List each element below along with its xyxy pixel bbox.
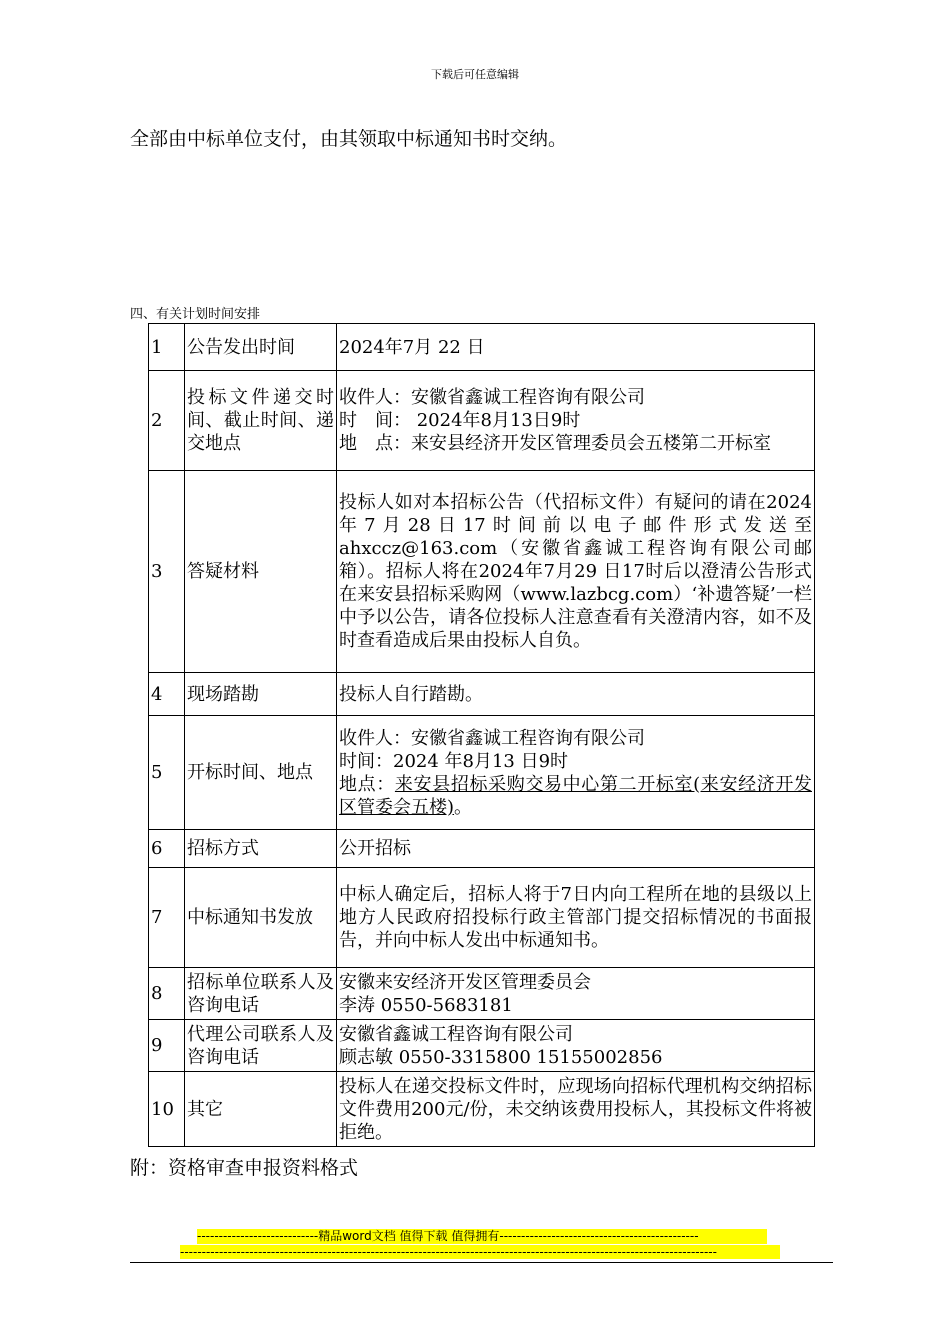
row-item: 投标文件递交时间、截止时间、递交地点 (185, 371, 337, 471)
row-item: 答疑材料 (185, 471, 337, 673)
row-item: 现场踏勘 (185, 673, 337, 716)
content-line: 公开招标 (339, 838, 411, 859)
row-item: 公告发出时间 (185, 324, 337, 371)
row-content (337, 716, 815, 830)
row-number: 10 (149, 1072, 185, 1147)
row-number: 3 (149, 471, 185, 673)
content-line: 地 点：来安县经济开发区管理委员会五楼第二开标室 (339, 433, 771, 454)
intro-paragraph: 全部由中标单位支付，由其领取中标通知书时交纳。 (130, 128, 568, 150)
content-line: 收件人：安徽省鑫诚工程咨询有限公司 (339, 387, 645, 408)
row-item: 招标单位联系人及咨询电话 (185, 968, 337, 1020)
footer-banner: ----------------------------精品word文档 值得下载 值得拥有---------------------------------------------- (197, 1229, 767, 1244)
table-row (149, 968, 815, 1020)
row-content (337, 830, 815, 868)
place-label: 地点： (339, 773, 395, 795)
row-item: 招标方式 (185, 830, 337, 868)
table-row (149, 830, 815, 868)
section-title: 四、有关计划时间安排 (130, 307, 261, 322)
row-item: 开标时间、地点 (185, 716, 337, 830)
row-content (337, 673, 815, 716)
row-number: 8 (149, 968, 185, 1020)
row-content (337, 968, 815, 1020)
content-line: 投标人如对本招标公告（代招标文件）有疑问的请在2024年7月28日17时间前以电子邮件形式发送至ahxccz@163.com（安徽省鑫诚工程咨询有限公司邮箱）。招标人将在2024年7月29 日17时后以澄清公告形式在来安县招标采购网（www.lazbcg.com）‘补遗答疑’一栏中予以公告，请各位投标人注意查看有关澄清内容，如不及时查看造成后果由投标人自负。 (339, 492, 812, 651)
table-row (149, 1020, 815, 1072)
row-content (337, 1072, 815, 1147)
table-row (149, 371, 815, 471)
row-content (337, 471, 815, 673)
table-row (149, 716, 815, 830)
table-row (149, 673, 815, 716)
content-line: 安徽省鑫诚工程咨询有限公司 (339, 1023, 573, 1045)
table-row (149, 868, 815, 968)
row-item: 代理公司联系人及咨询电话 (185, 1020, 337, 1072)
header-note: 下载后可任意编辑 (431, 68, 519, 81)
table-row (149, 1072, 815, 1147)
row-item: 其它 (185, 1072, 337, 1147)
content-line: 安徽来安经济开发区管理委员会 (339, 971, 591, 993)
row-number: 7 (149, 868, 185, 968)
content-line: 投标人在递交投标文件时，应现场向招标代理机构交纳招标文件费用200元/份，未交纳该费用投标人，其投标文件将被拒绝。 (339, 1075, 812, 1143)
row-content (337, 868, 815, 968)
place-value: 来安县招标采购交易中心第二开标室(来安经济开发区管委会五楼) (339, 773, 812, 818)
content-line: 时 间： 2024年8月13日9时 (339, 410, 581, 431)
content-line: 顾志敏 0550-3315800 15155002856 (339, 1046, 663, 1068)
schedule-table (148, 323, 815, 1147)
attachment-note: 附：资格审查申报资料格式 (130, 1157, 359, 1179)
row-number: 4 (149, 673, 185, 716)
row-number: 1 (149, 324, 185, 371)
table-row (149, 324, 815, 371)
place-end: 。 (454, 796, 473, 818)
content-line (339, 773, 812, 819)
row-content (337, 371, 815, 471)
footer-rule (130, 1262, 833, 1263)
footer-dashes: ---------------------------------------------------------------------------------------------------------------------------- (180, 1245, 780, 1259)
row-content (337, 324, 815, 371)
row-number: 9 (149, 1020, 185, 1072)
row-content (337, 1020, 815, 1072)
row-number: 2 (149, 371, 185, 471)
content-line: 中标人确定后，招标人将于7日内向工程所在地的县级以上地方人民政府招投标行政主管部门提交招标情况的书面报告，并向中标人发出中标通知书。 (339, 884, 812, 951)
table-row (149, 471, 815, 673)
content-line: 时间：2024 年8月13 日9时 (339, 750, 569, 772)
row-number: 5 (149, 716, 185, 830)
row-item: 中标通知书发放 (185, 868, 337, 968)
content-line: 投标人自行踏勘。 (339, 683, 483, 705)
content-line: 2024年7月 22 日 (339, 336, 485, 358)
content-line: 李涛 0550-5683181 (339, 994, 513, 1016)
row-number: 6 (149, 830, 185, 868)
content-line: 收件人：安徽省鑫诚工程咨询有限公司 (339, 727, 645, 749)
